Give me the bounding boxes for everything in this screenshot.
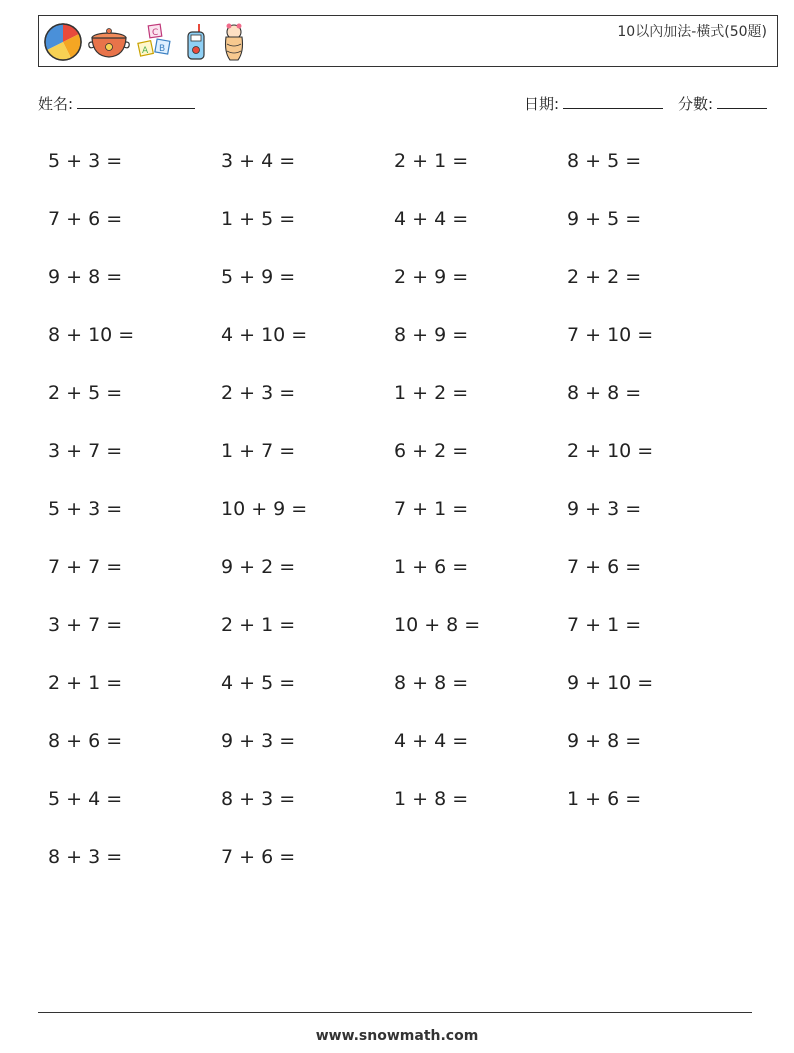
- worksheet-header: [38, 15, 778, 67]
- problem-item: 3 + 4 =: [221, 150, 296, 172]
- problem-grid: [48, 139, 740, 893]
- problem-item: 1 + 6 =: [567, 788, 642, 810]
- problem-item: 7 + 1 =: [567, 614, 642, 636]
- problem-item: 1 + 8 =: [394, 788, 469, 810]
- problem-item: 9 + 8 =: [48, 266, 123, 288]
- problem-item: 5 + 9 =: [221, 266, 296, 288]
- problem-item: 8 + 9 =: [394, 324, 469, 346]
- footer-divider: [38, 1012, 752, 1013]
- problem-item: 5 + 4 =: [48, 788, 123, 810]
- worksheet-title: 10以內加法-橫式(50題): [617, 24, 767, 40]
- problem-item: 8 + 10 =: [48, 324, 135, 346]
- problem-item: 2 + 3 =: [221, 382, 296, 404]
- problem-item: 9 + 10 =: [567, 672, 654, 694]
- problem-item: 4 + 4 =: [394, 730, 469, 752]
- problem-item: 8 + 8 =: [567, 382, 642, 404]
- problem-item: 8 + 3 =: [48, 846, 123, 868]
- problem-item: 9 + 2 =: [221, 556, 296, 578]
- score-blank[interactable]: [717, 94, 767, 109]
- problem-item: 10 + 9 =: [221, 498, 308, 520]
- problem-item: 9 + 3 =: [567, 498, 642, 520]
- svg-text:A: A: [142, 46, 149, 56]
- baby-phone-icon: [179, 22, 213, 62]
- problem-item: 2 + 1 =: [48, 672, 123, 694]
- problem-item: 8 + 8 =: [394, 672, 469, 694]
- date-blank[interactable]: [563, 94, 663, 109]
- problem-item: 8 + 5 =: [567, 150, 642, 172]
- problem-item: 2 + 9 =: [394, 266, 469, 288]
- problem-item: 5 + 3 =: [48, 150, 123, 172]
- problem-item: 1 + 2 =: [394, 382, 469, 404]
- problem-item: 3 + 7 =: [48, 440, 123, 462]
- problem-item: 6 + 2 =: [394, 440, 469, 462]
- problem-item: 1 + 5 =: [221, 208, 296, 230]
- problem-item: 7 + 10 =: [567, 324, 654, 346]
- score-field[interactable]: [678, 93, 767, 114]
- footer-url: www.snowmath.com: [315, 1028, 479, 1044]
- problem-item: 4 + 4 =: [394, 208, 469, 230]
- problem-item: 4 + 5 =: [221, 672, 296, 694]
- problem-item: 9 + 5 =: [567, 208, 642, 230]
- abc-blocks-icon: [135, 22, 175, 62]
- problem-item: 2 + 1 =: [394, 150, 469, 172]
- date-label: 日期:: [524, 95, 560, 113]
- problem-item: 7 + 6 =: [221, 846, 296, 868]
- problem-item: 7 + 7 =: [48, 556, 123, 578]
- svg-text:B: B: [159, 44, 166, 54]
- problem-item: 1 + 6 =: [394, 556, 469, 578]
- problem-item: 2 + 1 =: [221, 614, 296, 636]
- beach-ball-icon: [43, 22, 83, 62]
- problem-item: 3 + 7 =: [48, 614, 123, 636]
- name-blank[interactable]: [77, 94, 195, 109]
- baby-bowl-icon: [87, 22, 131, 62]
- problem-item: 10 + 8 =: [394, 614, 481, 636]
- problem-item: 8 + 6 =: [48, 730, 123, 752]
- problem-item: 4 + 10 =: [221, 324, 308, 346]
- problem-item: 8 + 3 =: [221, 788, 296, 810]
- date-field[interactable]: [524, 93, 663, 114]
- svg-text:C: C: [152, 28, 159, 38]
- problem-item: 2 + 5 =: [48, 382, 123, 404]
- score-label: 分數:: [678, 95, 714, 113]
- problem-item: 9 + 8 =: [567, 730, 642, 752]
- problem-item: 7 + 1 =: [394, 498, 469, 520]
- problem-item: 7 + 6 =: [48, 208, 123, 230]
- header-icons: [43, 20, 251, 64]
- name-field[interactable]: [38, 93, 195, 114]
- problem-item: 1 + 7 =: [221, 440, 296, 462]
- problem-item: 5 + 3 =: [48, 498, 123, 520]
- problem-item: 2 + 10 =: [567, 440, 654, 462]
- problem-item: 2 + 2 =: [567, 266, 642, 288]
- name-label: 姓名:: [38, 95, 74, 113]
- swaddled-baby-icon: [217, 22, 251, 62]
- problem-item: 7 + 6 =: [567, 556, 642, 578]
- problem-item: 9 + 3 =: [221, 730, 296, 752]
